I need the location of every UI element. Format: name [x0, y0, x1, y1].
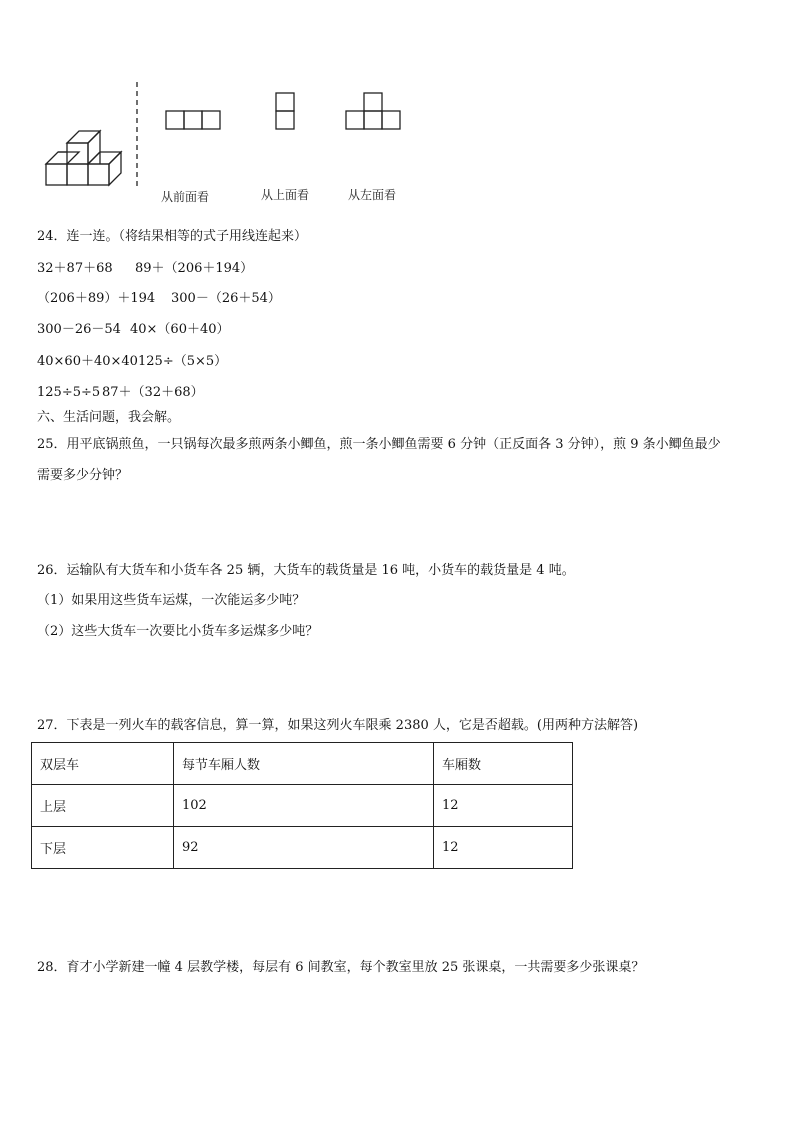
q24-left-expr: 300－26－54	[37, 322, 121, 337]
table-cell: 92	[173, 827, 433, 869]
q24-right-expr: 300－（26＋54）	[171, 291, 281, 306]
left-view-label: 从左面看	[348, 188, 397, 202]
passenger-table	[31, 742, 573, 869]
top-view-drawing	[276, 93, 294, 129]
q26-sub2: （2）这些大货车一次要比小货车多运煤多少吨？	[37, 624, 319, 639]
q24-right-expr: 89＋（206＋194）	[135, 261, 254, 276]
q24-right-expr: 40×（60＋40）	[130, 322, 230, 337]
q24-right-expr: 87＋（32＋68）	[102, 385, 204, 400]
front-view-label: 从前面看	[161, 190, 210, 204]
table-cell: 上层	[32, 785, 174, 827]
q24-left-expr: 40×60＋40×40	[37, 354, 138, 369]
q25-line2: 需要多少分钟？	[37, 468, 129, 483]
q25-line1: 25．用平底锅煎鱼，一只锅每次最多煎两条小鲫鱼，煎一条小鲫鱼需要 6 分钟（正反面各 3 分钟），煎 9 条小鲫鱼最少	[37, 437, 721, 452]
q28-line1: 28．育才小学新建一幢 4 层教学楼，每层有 6 间教室，每个教室里放 25 张课桌，一共需要多少张课桌？	[37, 960, 645, 975]
q26-line1: 26．运输队有大货车和小货车各 25 辆，大货车的载货量是 16 吨，小货车的载货量是 4 吨。	[37, 563, 575, 578]
q24-title: 24．连一连。（将结果相等的式子用线连起来）	[37, 229, 308, 244]
table-cell: 12	[433, 785, 572, 827]
table-row	[32, 827, 573, 869]
front-view-drawing	[166, 111, 220, 129]
cube-stack-drawing	[46, 131, 121, 185]
q24-left-expr: 32＋87＋68	[37, 261, 113, 276]
q24-right-expr: 125÷（5×5）	[138, 354, 228, 369]
top-view-label: 从上面看	[261, 188, 310, 202]
section-heading: 六、生活问题，我会解。	[37, 410, 181, 425]
left-view-drawing	[346, 93, 400, 129]
table-row	[32, 785, 573, 827]
table-header-cell: 双层车	[32, 743, 174, 785]
q26-sub1: （1）如果用这些货车运煤，一次能运多少吨？	[37, 593, 306, 608]
table-header-row	[32, 743, 573, 785]
q24-left-expr: （206＋89）＋194	[37, 291, 156, 306]
table-cell: 下层	[32, 827, 174, 869]
cube-views-figure	[0, 0, 794, 230]
table-header-cell: 车厢数	[433, 743, 572, 785]
q27-line1: 27．下表是一列火车的载客信息，算一算，如果这列火车限乘 2380 人，它是否超载。(用两种方法解答)	[37, 718, 639, 733]
q24-left-expr: 125÷5÷5	[37, 385, 101, 400]
table-header-cell: 每节车厢人数	[173, 743, 433, 785]
table-cell: 12	[433, 827, 572, 869]
table-cell: 102	[173, 785, 433, 827]
